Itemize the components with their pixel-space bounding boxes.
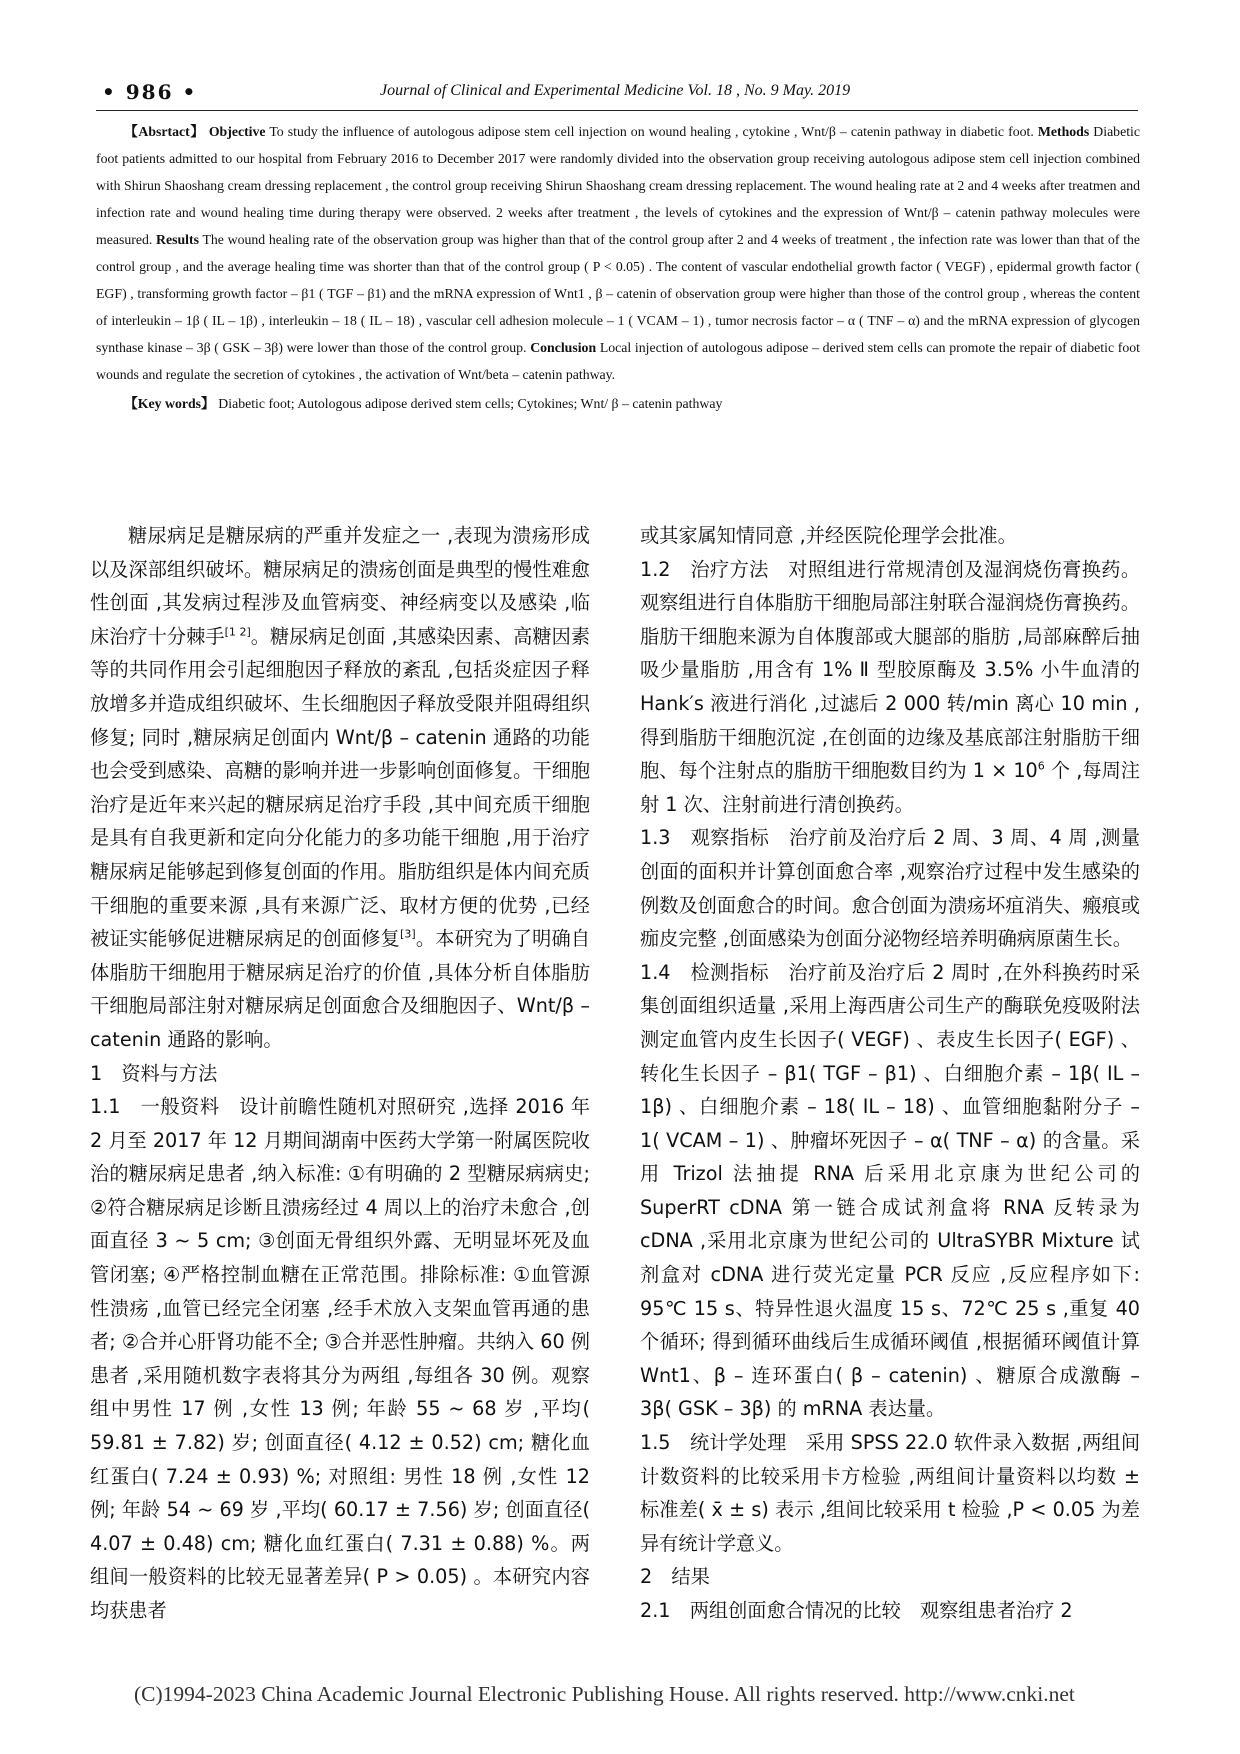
section-1-3-text: 治疗前及治疗后 2 周、3 周、4 周 ,测量创面的面积并计算创面愈合率 ,观察治疗过程中发生感染的例数及创面愈合的时间。愈合创面为溃疡坏疽消失、瘢痕或痂皮完整 ,创面感染为创面分泌物经培养明确病原菌生长。: [640, 826, 1141, 951]
citation-ref-2: [3]: [400, 927, 416, 941]
section-1-5-paragraph: [640, 1426, 1140, 1560]
intro-text-3: 。本研究为了明确自体脂肪干细胞用于糖尿病足治疗的价值 ,具体分析自体脂肪干细胞局部注射对糖尿病足创面愈合及细胞因子、Wnt/β – catenin 通路的影响。: [90, 927, 591, 1051]
abstract-label: 【Absrtact】: [124, 124, 205, 139]
section-1-2-heading: 1.2 治疗方法: [640, 557, 769, 581]
intro-text-2: 。糖尿病足创面 ,其感染因素、高糖因素等的共同作用会引起细胞因子释放的紊乱 ,包括炎症因子释放增多并造成组织破坏、生长细胞因子释放受限并阻碍组织修复; 同时 ,糖尿病足创面内 Wnt/β – catenin 通路的功能也会受到感染、高糖的影响并进一步影响创面修复。干细胞治疗是近年来兴起的糖尿病足治疗手段 ,其中间充质干细胞是具有自我更新和定向分化能力的多功能干细胞 ,用于治疗糖尿病足能够起到修复创面的作用。脂肪组织是体内间充质干细胞的重要来源 ,具有来源广泛、取材方便的优势 ,已经被证实能够促进糖尿病足的创面修复: [90, 624, 591, 951]
section-1-heading: 1 资料与方法: [90, 1061, 218, 1085]
superscript-six: 6: [1037, 759, 1045, 773]
section-1-4-paragraph: [640, 956, 1140, 1426]
section-1-2-text-b: 个 ,每周注射 1 次、注射前进行清创换药。: [640, 759, 1140, 816]
continued-text: 或其家属知情同意 ,并经医院伦理学会批准。: [640, 524, 1017, 547]
section-1-1-text: 设计前瞻性随机对照研究 ,选择 2016 年 2 月至 2017 年 12 月期间湖南中医药大学第一附属医院收治的糖尿病足患者 ,纳入标准: ①有明确的 2 型糖尿病病史; ②符合糖尿病足诊断且溃疡经过 4 周以上的治疗未愈合 ,创面直径 3 ~ 5 cm; ③创面无骨组织外露、无明显坏死及血管闭塞; ④严格控制血糖在正常范围。排除标准: ①血管源性溃疡 ,血管已经完全闭塞 ,经手术放入支架血管再通的患者; ②合并心肝肾功能不全; ③合并恶性肿瘤。共纳入 60 例患者 ,采用随机数字表将其分为两组 ,每组各 30 例。观察组中男性 17 例 ,女性 13 例; 年龄 55 ~ 68 岁 ,平均( 59.81 ± 7.82) 岁; 创面直径( 4.12 ± 0.52) cm; 糖化血红蛋白( 7.24 ± 0.93) %; 对照组: 男性 18 例 ,女性 12 例; 年龄 54 ~ 69 岁 ,平均( 60.17 ± 7.56) 岁; 创面直径( 4.07 ± 0.48) cm; 糖化血红蛋白( 7.31 ± 0.88) %。两组间一般资料的比较无显著差异( P > 0.05) 。本研究内容均获患者: [90, 1095, 591, 1622]
methods-text: Diabetic foot patients admitted to our hospital from February 2016 to December 2017 were randomly divided into the observation group receiving autologous adipose stem cell injection combined with Shirun Shaoshang cream dressing replacement , the control group receiving Shirun Shaoshang cream dressing replacement. The wound healing rate at 2 and 4 weeks after treatmen and infection rate and wound healing time during therapy were observed. 2 weeks after treatment , the levels of cytokines and the expression of Wnt/β – catenin pathway molecules were measured.: [96, 124, 1140, 247]
keywords-paragraph: [96, 390, 1140, 417]
results-label: Results: [156, 232, 199, 247]
section-1-5-heading: 1.5 统计学处理: [640, 1431, 787, 1455]
journal-citation: Journal of Clinical and Experimental Medicine Vol. 18 , No. 9 May. 2019: [380, 82, 851, 99]
section-1-2-text-a: 对照组进行常规清创及湿润烧伤膏换药。观察组进行自体脂肪干细胞局部注射联合湿润烧伤膏换药。脂肪干细胞来源为自体腹部或大腿部的脂肪 ,局部麻醉后抽吸少量脂肪 ,用含有 1% Ⅱ 型胶原酶及 3.5% 小牛血清的 Hank′s 液进行消化 ,过滤后 2 000 转/min 离心 10 min ,得到脂肪干细胞沉淀 ,在创面的边缘及基底部注射脂肪干细胞、每个注射点的脂肪干细胞数目约为 1 × 10: [640, 557, 1141, 783]
english-abstract: [96, 118, 1140, 417]
copyright-footer: (C)1994-2023 China Academic Journal Electronic Publishing House. All rights reserved. http://www.cnki.net: [134, 1682, 1075, 1706]
intro-paragraph: [90, 519, 590, 1057]
objective-text: To study the influence of autologous adipose stem cell injection on wound healing , cytokine , Wnt/β – catenin pathway in diabetic foot.: [269, 124, 1034, 139]
section-2-1-paragraph: [640, 1594, 1140, 1628]
section-1-3-heading: 1.3 观察指标: [640, 826, 770, 850]
abstract-paragraph: [96, 118, 1140, 388]
section-1-5-text: 采用 SPSS 22.0 软件录入数据 ,两组间计数资料的比较采用卡方检验 ,两组间计量资料以均数 ± 标准差( x̄ ± s) 表示 ,组间比较采用 t 检验 ,P < 0.05 为差异有统计学意义。: [640, 1431, 1141, 1555]
conclusion-text: Local injection of autologous adipose – derived stem cells can promote the repair of diabetic foot wounds and regulate the secretion of cytokines , the activation of Wnt/beta – catenin pathway.: [96, 340, 1140, 382]
section-2-heading: 2 结果: [640, 1565, 710, 1589]
running-head: [102, 78, 1132, 108]
intro-text-1: 糖尿病足是糖尿病的严重并发症之一 ,表现为溃疡形成以及深部组织破坏。糖尿病足的溃疡创面是典型的慢性难愈性创面 ,其发病过程涉及血管病变、神经病变以及感染 ,临床治疗十分棘手: [90, 524, 590, 648]
citation-ref-1: [1 2]: [224, 625, 251, 639]
header-rule: [96, 110, 1138, 111]
conclusion-label: Conclusion: [530, 340, 597, 355]
section-2-1-text: 观察组患者治疗 2: [919, 1599, 1073, 1622]
page-number: • 986 •: [102, 80, 198, 104]
objective-label: Objective: [208, 124, 266, 139]
results-text: The wound healing rate of the observation group was higher than that of the control group after 2 and 4 weeks of treatment , the infection rate was lower than that of the control group , and the average healing time was shorter than that of the control group ( P < 0.05) . The content of vascular endothelial growth factor ( VEGF) , epidermal growth factor ( EGF) , transforming growth factor – β1 ( TGF – β1) and the mRNA expression of Wnt1 , β – catenin of observation group were higher than those of the control group , whereas the content of interleukin – 1β ( IL – 1β) , interleukin – 18 ( IL – 18) , vascular cell adhesion molecule – 1 ( VCAM – 1) , tumor necrosis factor – α ( TNF – α) and the mRNA expression of glycogen synthase kinase – 3β ( GSK – 3β) were lower than those of the control group.: [96, 232, 1140, 355]
right-column: [640, 519, 1140, 1628]
section-1-1-heading: 1.1 一般资料: [90, 1095, 220, 1119]
section-2-1-heading: 2.1 两组创面愈合情况的比较: [640, 1599, 901, 1622]
section-1-3-paragraph: [640, 821, 1140, 955]
left-column: [90, 519, 590, 1628]
methods-label: Methods: [1037, 124, 1090, 139]
section-1-2-paragraph: [640, 553, 1140, 822]
section-1-1-paragraph: [90, 1090, 590, 1628]
section-1-4-heading: 1.4 检测指标: [640, 960, 769, 984]
keywords-text: Diabetic foot; Autologous adipose derived stem cells; Cytokines; Wnt/ β – catenin pathway: [218, 396, 723, 411]
keywords-label: 【Key words】: [124, 396, 215, 411]
section-1-4-text: 治疗前及治疗后 2 周时 ,在外科换药时采集创面组织适量 ,采用上海西唐公司生产的酶联免疫吸附法测定血管内皮生长因子( VEGF) 、表皮生长因子( EGF) 、转化生长因子 – β1( TGF – β1) 、白细胞介素 – 1β( IL – 1β) 、白细胞介素 – 18( IL – 18) 、血管细胞黏附分子 – 1( VCAM – 1) 、肿瘤坏死因子 – α( TNF – α) 的含量。采用 Trizol 法抽提 RNA 后采用北京康为世纪公司的 SuperRT cDNA 第一链合成试剂盒将 RNA 反转录为 cDNA ,采用北京康为世纪公司的 UltraSYBR Mixture 试剂盒对 cDNA 进行荧光定量 PCR 反应 ,反应程序如下: 95℃ 15 s、特异性退火温度 15 s、72℃ 25 s ,重复 40 个循环; 得到循环曲线后生成循环阈值 ,根据循环阈值计算 Wnt1、β – 连环蛋白( β – catenin) 、糖原合成激酶 – 3β( GSK – 3β) 的 mRNA 表达量。: [640, 960, 1141, 1421]
